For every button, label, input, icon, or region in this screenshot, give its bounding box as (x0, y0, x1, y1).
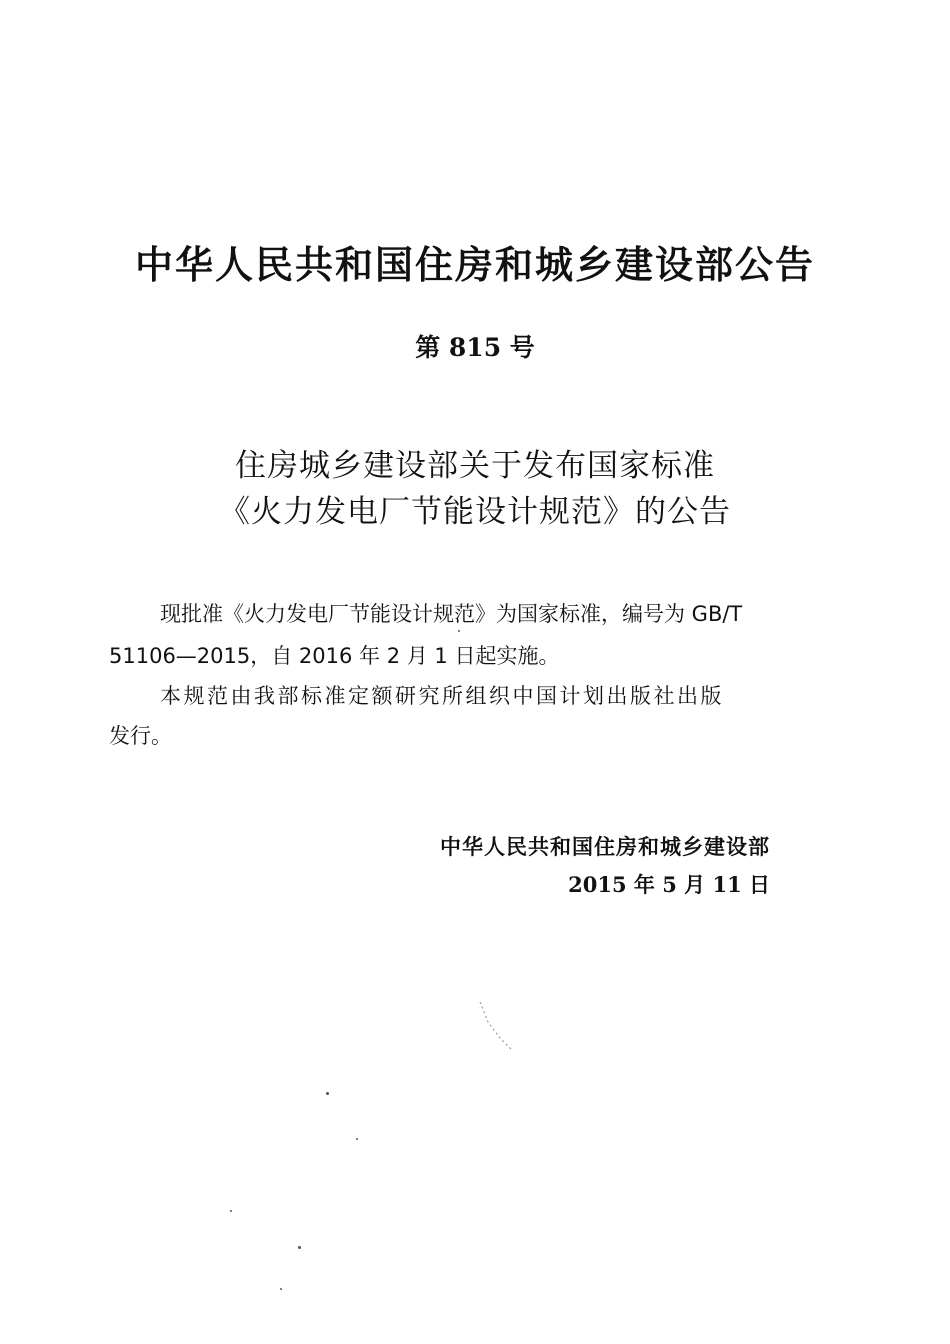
notice-subtitle-line-1: 住房城乡建设部关于发布国家标准 (235, 448, 715, 484)
scan-speck (356, 1138, 358, 1140)
scan-artifact-line (480, 1002, 512, 1050)
signature-date: 2015 年 5 月 11 日 (568, 872, 770, 897)
scan-speck (326, 1092, 329, 1095)
scan-speck (458, 630, 460, 632)
notice-title: 中华人民共和国住房和城乡建设部公告 (134, 243, 815, 287)
body-paragraph-1-line-2: 51106—2015，自 2016 年 2 月 1 日起实施。 (109, 644, 560, 668)
body-paragraph-2-line-2: 发行。 (109, 724, 172, 748)
body-paragraph-2-line-1: 本规范由我部标准定额研究所组织中国计划出版社出版 (160, 684, 724, 708)
body-paragraph-1-line-1: 现批准《火力发电厂节能设计规范》为国家标准，编号为 GB/T (160, 602, 743, 626)
notice-subtitle-line-2: 《火力发电厂节能设计规范》的公告 (219, 494, 731, 530)
signature-organization: 中华人民共和国住房和城乡建设部 (440, 835, 770, 859)
scan-speck (230, 1210, 232, 1212)
scan-speck (298, 1246, 301, 1249)
notice-number: 第 815 号 (415, 333, 535, 362)
scan-speck (280, 1288, 282, 1290)
